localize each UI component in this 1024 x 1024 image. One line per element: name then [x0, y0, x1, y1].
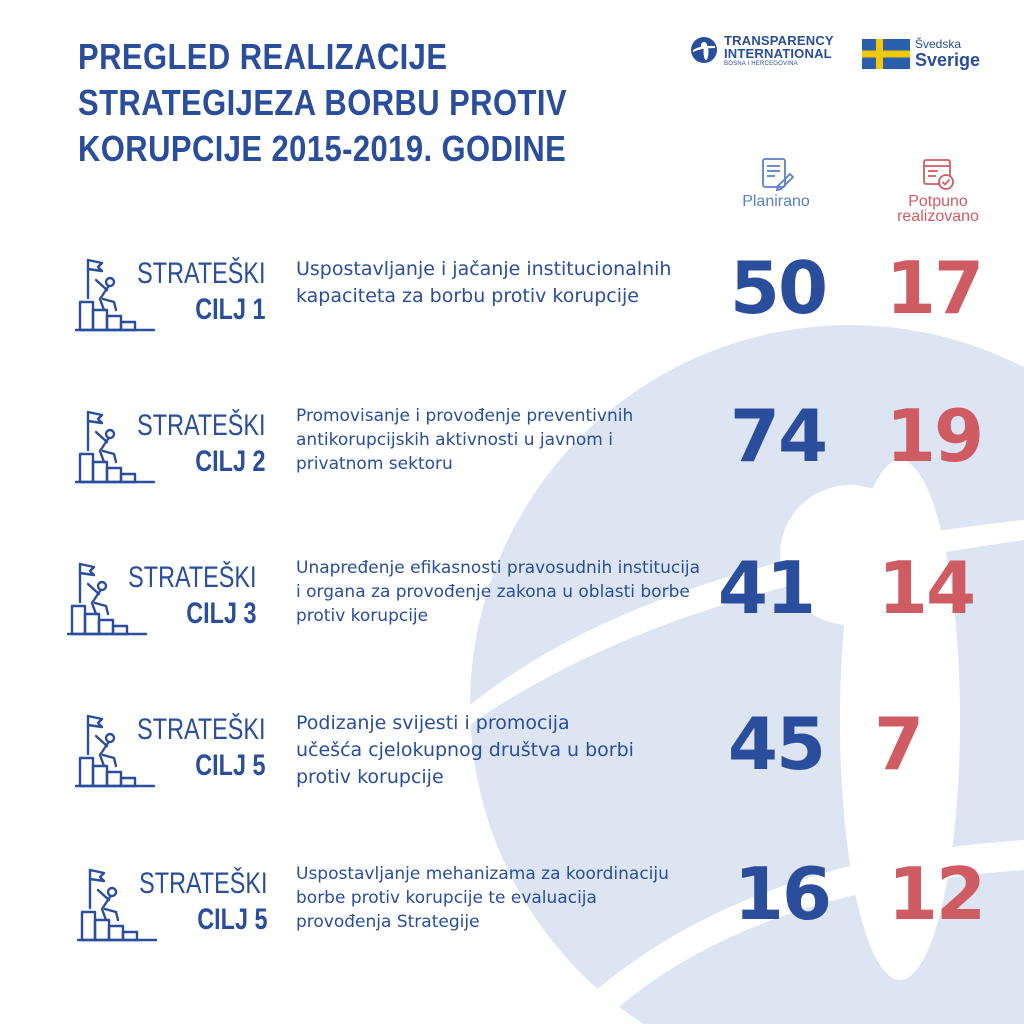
completed-value: 12	[887, 852, 985, 936]
goal-label	[128, 560, 256, 632]
ti-logo-line-1: TRANSPARENCY	[724, 33, 834, 48]
goal-label	[137, 712, 265, 784]
document-check-icon	[920, 156, 956, 192]
goal-number: CILJ 5	[196, 903, 267, 936]
planned-value: 74	[729, 394, 827, 478]
goal-word: STRATEŠKI	[127, 561, 256, 594]
goal-label	[139, 866, 267, 938]
column-header-planned	[722, 156, 830, 209]
planned-value: 45	[727, 702, 825, 786]
column-label-planned: Planirano	[742, 193, 810, 210]
goal-word: STRATEŠKI	[138, 867, 267, 900]
goal-description: Unapređenje efikasnosti pravosudnih institucija i organa za provođenje zakona u oblasti borbe protiv korupcije	[296, 558, 701, 626]
ti-logo-line-2: INTERNATIONAL	[724, 46, 832, 61]
goal-description: Uspostavljanje mehanizama za koordinaciju borbe protiv korupcije te evaluacija provođenja Strategije	[296, 864, 669, 932]
swedish-flag-icon	[862, 39, 910, 69]
goal-row-5	[0, 852, 1024, 960]
planned-value: 50	[729, 246, 827, 330]
goal-row-3	[0, 546, 1024, 656]
goal-label	[137, 408, 265, 480]
page-title	[78, 34, 567, 172]
goal-description: Promovisanje i provođenje preventivnih antikorupcijskih aktivnosti u javnom i privatnom sektoru	[296, 406, 634, 474]
ti-logo-line-3: BOSNA I HERCEGOVINA	[724, 61, 798, 67]
goal-number: CILJ 5	[194, 749, 265, 782]
completed-value: 19	[885, 394, 983, 478]
title-line-3: KORUPCIJE 2015-2019. GODINE	[78, 128, 567, 169]
sweden-logo-line-2: Sverige	[915, 50, 981, 70]
completed-value: 14	[877, 546, 975, 630]
ti-globe-icon	[690, 36, 718, 64]
goal-label	[137, 256, 265, 328]
goal-description: Uspostavljanje i jačanje institucionalnih kapaciteta za borbu protiv korupcije	[296, 258, 672, 307]
goal-row-4	[0, 702, 1024, 808]
completed-value: 17	[885, 246, 983, 330]
goal-number: CILJ 1	[194, 293, 265, 326]
goal-word: STRATEŠKI	[136, 713, 265, 746]
goal-row-2	[0, 394, 1024, 504]
transparency-international-logo	[690, 34, 834, 69]
goal-row-1	[0, 246, 1024, 352]
goal-number: CILJ 3	[185, 597, 256, 630]
sweden-logo	[862, 38, 980, 70]
title-line-2: STRATEGIJEZA BORBU PROTIV	[78, 82, 567, 123]
goal-word: STRATEŠKI	[136, 257, 265, 290]
planned-value: 16	[733, 852, 831, 936]
goal-word: STRATEŠKI	[136, 409, 265, 442]
sweden-logo-line-1: Švedska	[915, 37, 962, 51]
column-label-completed: Potpuno realizovano	[897, 193, 979, 225]
column-header-completed	[880, 156, 996, 224]
goal-number: CILJ 2	[194, 445, 265, 478]
goal-description: Podizanje svijesti i promocija učešća cjelokupnog društva u borbi protiv korupcije	[296, 712, 634, 788]
title-line-1: PREGLED REALIZACIJE	[78, 36, 448, 77]
planned-value: 41	[717, 546, 815, 630]
clipboard-pencil-icon	[758, 156, 794, 192]
completed-value: 7	[873, 702, 923, 786]
